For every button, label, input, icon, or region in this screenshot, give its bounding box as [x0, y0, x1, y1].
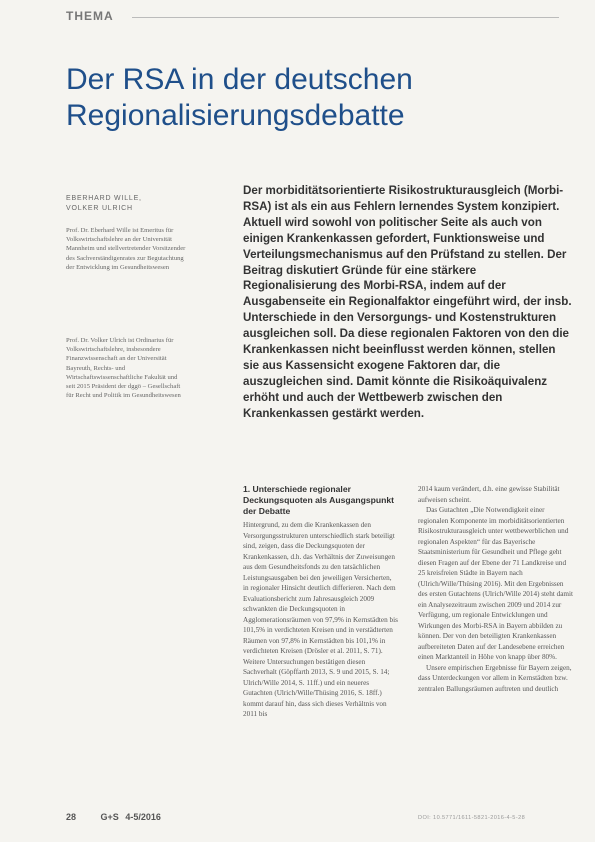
page-number: 28	[66, 812, 77, 822]
section-label: THEMA	[66, 9, 114, 23]
header-rule	[132, 17, 559, 18]
author-bio-1: Prof. Dr. Eberhard Wille ist Emeritus für Volkswirtschaftslehre an der Universität Mannheim und stellvertretender Vorsitzender des Sachverständigenrates zur Begutachtung der Entwicklung im Gesundheitswesen	[66, 227, 186, 271]
body-paragraph: 2014 kaum verändert, d.h. eine gewisse Stabilität aufweisen scheint.	[418, 485, 560, 504]
title-line-1: Der RSA in der deutschen	[66, 63, 413, 96]
section-heading: 1. Unterschiede regionaler Deckungsquoten als Ausgangspunkt der Debatte	[243, 484, 395, 516]
authors	[66, 194, 186, 214]
author-2: VOLKER ULRICH	[66, 205, 133, 212]
text-column-1	[243, 484, 398, 720]
body-paragraph: Unsere empirischen Ergebnisse für Bayern zeigen, dass Unterdeckungen vor allem in Kernstädten bzw. zentralen Ballungsräumen auftreten und deutlich	[418, 663, 572, 693]
body-paragraph: Das Gutachten „Die Notwendigkeit einer regionalen Komponente im morbiditätsorientierten Risikostrukturausgleich unter wettbewerblichen und regionalen Aspekten“ für das Bayerische Staatsministerium für Gesundheit und Pflege geht diesen Fragen auf der Ebene der 71 Landkreise und 25 kreisfreien Städte in Bayern nach (Ulrich/Wille/Thüsing 2016). Mit den Ergebnissen des ersten Gutachtens (Ulrich/Wille 2014) steht damit ein Analysezeitraum zwischen 2009 und 2014 zur Verfügung, um regionale Entwicklungen und Wirkungen des Morbi-RSA in Bayern abbilden zu können. Der von den beteiligten Krankenkassen aufbereiteten Daten auf der Landesebene erreichen einen Marktanteil in Höhe von knapp über 80%.	[418, 506, 573, 661]
issue-number: 4-5/2016	[125, 812, 161, 822]
body-paragraph: Hintergrund, zu dem die Krankenkassen den Versorgungsstrukturen unterschiedlich stark beteiligt sind, zeigen, dass die Deckungsquoten der Krankenkassen, d.h. das Verhältnis der Zuweisungen aus dem Gesundheitsfonds zu den tatsächlichen Leistungsausgaben bei den jeweiligen Versicherten, in regionaler Hinsicht deutlich differieren. Nach dem Evaluationsbericht zum Jahresausgleich 2009 schwankten die Deckungsquoten in Agglomerationsräumen von 97,9% in Kernstädten bis 101,5% in verdichteten Kreisen und in verstädterten Räumen von 97,8% in Kernstädten bis 101,1% in verdichteten Kreisen (Drösler et al. 2011, S. 71). Weitere Untersuchungen bestätigen diesen Sachverhalt (Göpffarth 2013, S. 9 und 2015, S. 14; Ulrich/Wille 2014, S. 11ff.) und ein neueres Gutachten (Ulrich/Wille/Thüsing 2016, S. 18ff.) kommt darauf hin, dass sich dieses Verhältnis von 2011 bis	[243, 521, 398, 718]
page-footer	[66, 812, 183, 822]
author-1: EBERHARD WILLE,	[66, 195, 142, 202]
title-line-2: Regionalisierungsdebatte	[66, 99, 405, 132]
article-title	[66, 62, 526, 134]
text-column-2	[418, 484, 573, 694]
abstract: Der morbiditätsorientierte Risikostrukturausgleich (Morbi-RSA) ist als ein aus Fehlern lernendes System konzipiert. Aktuell wird sowohl von politischer Seite als auch von einigen Krankenkassen gefordert, Funktionsweise und Verteilungsmechanismus auf den Prüfstand zu stellen. Der Beitrag diskutiert Gründe für eine stärkere Regionalisierung des Morbi-RSA, indem auf der Ausgabenseite ein Regionalfaktor eingeführt wird, der insb. Unterschiede in den Versorgungs- und Kostenstrukturen ausgleichen soll. Da diese regionalen Faktoren von den die Krankenkassen nicht beeinflusst werden können, stellen sie aus Kassensicht exogene Faktoren dar, die auszugleichen sind. Damit könnte die Risikoäquivalenz erhöht und auch der Wettbewerb zwischen den Krankenkassen gestärkt werden.	[243, 184, 572, 420]
doi-footer: DOI: 10.5771/1611-5821-2016-4-5-28	[418, 815, 526, 821]
journal-name: G+S	[100, 812, 119, 822]
author-bio-2: Prof. Dr. Volker Ulrich ist Ordinarius für Volkswirtschaftslehre, insbesondere Finanzwissenschaft an der Universität Bayreuth, Rechts- und Wirtschaftswissenschaftliche Fakultät und seit 2015 Präsident der dggö – Gesellschaft für Recht und Politik im Gesundheitswesen	[66, 337, 181, 400]
